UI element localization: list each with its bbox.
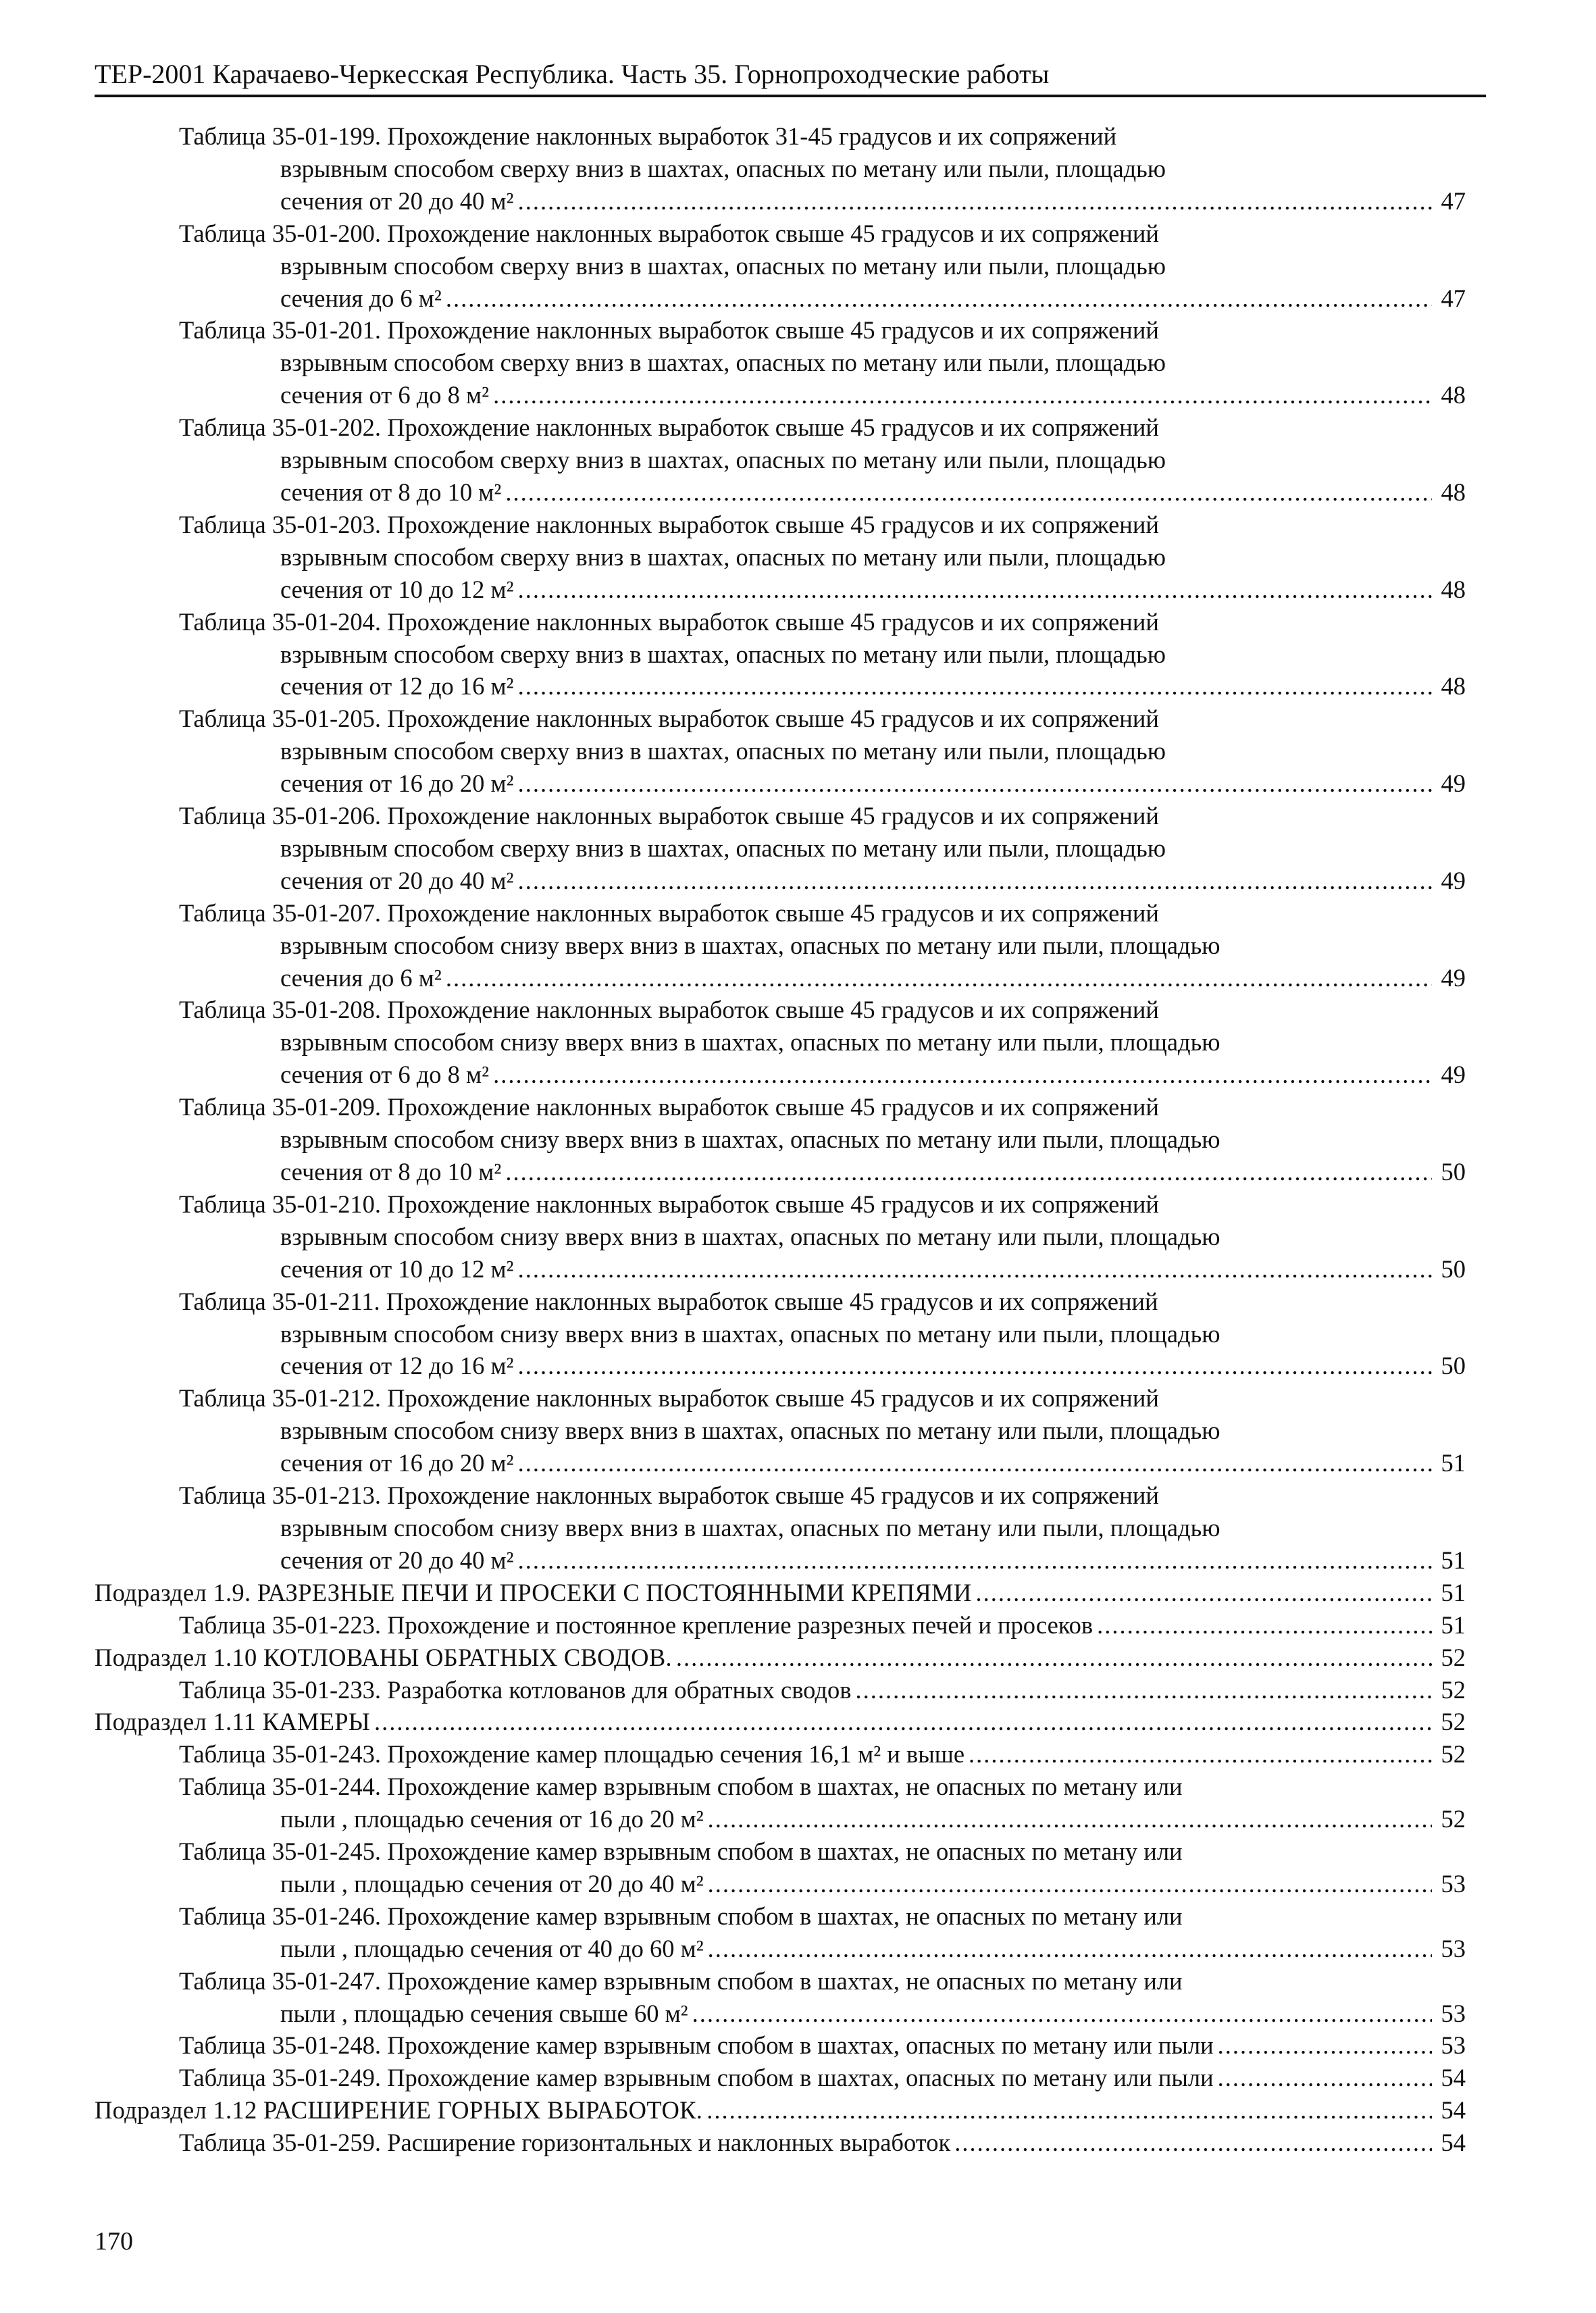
toc-entry-final-line bbox=[95, 1674, 1466, 1706]
toc-page-number: 50 bbox=[1441, 1158, 1466, 1186]
toc-table-entry bbox=[95, 1835, 1466, 1900]
toc-page-number: 52 bbox=[1441, 1643, 1466, 1671]
toc-entry-final-line bbox=[95, 476, 1466, 509]
toc-entry-final-line bbox=[95, 1868, 1466, 1900]
toc-entry-line: Таблица 35-01-199. Прохождение наклонных выработок 31-45 градусов и их сопряжений bbox=[179, 122, 1117, 150]
toc-entry-text: сечения от 12 до 16 м² bbox=[280, 1352, 514, 1380]
toc-entry-line: взрывным способом сверху вниз в шахтах, опасных по метану или пыли, площадью bbox=[280, 446, 1166, 474]
toc-entry-text: сечения от 10 до 12 м² bbox=[280, 575, 514, 603]
toc-entry-text: Таблица 35-01-259. Расширение горизонтальных и наклонных выработок bbox=[179, 2129, 951, 2157]
toc-entry-line: взрывным способом снизу вверх вниз в шахтах, опасных по метану или пыли, площадью bbox=[280, 1513, 1220, 1542]
toc-entry-line: взрывным способом сверху вниз в шахтах, опасных по метану или пыли, площадью bbox=[280, 154, 1166, 182]
toc-page-number: 48 bbox=[1441, 478, 1466, 506]
toc-entry-final-line bbox=[95, 574, 1466, 606]
toc-page-number: 51 bbox=[1441, 1449, 1466, 1477]
toc-entry-final-line bbox=[95, 1577, 1466, 1609]
toc-table-entry bbox=[95, 1771, 1466, 1835]
toc-subsection-entry bbox=[95, 2094, 1466, 2127]
toc-page-number: 48 bbox=[1441, 381, 1466, 409]
toc-table-entry bbox=[95, 120, 1466, 218]
dot-leader bbox=[1218, 2062, 1432, 2094]
toc-entry-text: пыли , площадью сечения от 40 до 60 м² bbox=[280, 1934, 704, 1962]
toc-table-entry bbox=[95, 703, 1466, 800]
toc-table-entry bbox=[95, 2062, 1466, 2094]
toc-entry-line: Таблица 35-01-212. Прохождение наклонных выработок свыше 45 градусов и их сопряжений bbox=[179, 1384, 1159, 1413]
toc-entry-text: сечения от 8 до 10 м² bbox=[280, 478, 502, 506]
toc-entry-line: Таблица 35-01-210. Прохождение наклонных выработок свыше 45 градусов и их сопряжений bbox=[179, 1190, 1159, 1218]
toc-page-number: 51 bbox=[1441, 1546, 1466, 1574]
dot-leader bbox=[518, 1447, 1432, 1479]
toc-entry-final-line bbox=[95, 865, 1466, 897]
toc-entry-final-line bbox=[95, 1998, 1466, 2030]
toc-entry-text: Таблица 35-01-233. Разработка котлованов для обратных сводов bbox=[179, 1675, 852, 1704]
dot-leader bbox=[505, 476, 1432, 509]
dot-leader bbox=[446, 962, 1432, 994]
toc-table-entry bbox=[95, 218, 1466, 315]
toc-table-entry bbox=[95, 1738, 1466, 1771]
toc-page-number: 53 bbox=[1441, 1869, 1466, 1898]
running-header: ТЕР-2001 Карачаево-Черкесская Республика. Часть 35. Горнопроходческие работы bbox=[95, 58, 1486, 97]
toc-entry-text: пыли , площадью сечения от 16 до 20 м² bbox=[280, 1805, 704, 1833]
toc-page-number: 49 bbox=[1441, 769, 1466, 798]
toc-page-number: 49 bbox=[1441, 963, 1466, 992]
toc-page-number: 50 bbox=[1441, 1352, 1466, 1380]
toc-page-number: 53 bbox=[1441, 1934, 1466, 1962]
toc-entry-line: взрывным способом снизу вверх вниз в шахтах, опасных по метану или пыли, площадью bbox=[280, 1028, 1220, 1057]
dot-leader bbox=[692, 1998, 1432, 2030]
toc-entry-line: взрывным способом сверху вниз в шахтах, опасных по метану или пыли, площадью bbox=[280, 349, 1166, 377]
toc-entry-text: сечения от 16 до 20 м² bbox=[280, 1449, 514, 1477]
toc-entry-line: Таблица 35-01-201. Прохождение наклонных выработок свыше 45 градусов и их сопряжений bbox=[179, 316, 1159, 345]
toc-entry-text: сечения от 6 до 8 м² bbox=[280, 381, 490, 409]
dot-leader bbox=[518, 670, 1432, 703]
toc-entry-line: Таблица 35-01-211. Прохождение наклонных выработок свыше 45 градусов и их сопряжений bbox=[179, 1287, 1158, 1315]
toc-entry-final-line bbox=[95, 1933, 1466, 1965]
dot-leader bbox=[969, 1738, 1432, 1771]
toc-page-number: 52 bbox=[1441, 1708, 1466, 1736]
toc-table-entry bbox=[95, 2029, 1466, 2062]
toc-entry-final-line bbox=[95, 379, 1466, 411]
toc-entry-line: Таблица 35-01-246. Прохождение камер взрывным спобом в шахтах, не опасных по метану или bbox=[179, 1902, 1183, 1930]
toc-table-entry bbox=[95, 1900, 1466, 1965]
toc-entry-text: сечения от 16 до 20 м² bbox=[280, 769, 514, 798]
toc-entry-text: Таблица 35-01-248. Прохождение камер взрывным спобом в шахтах, опасных по метану или пыли bbox=[179, 2031, 1214, 2060]
toc-subsection-entry bbox=[95, 1642, 1466, 1674]
toc-entry-line: Таблица 35-01-208. Прохождение наклонных выработок свыше 45 градусов и их сопряжений bbox=[179, 996, 1159, 1024]
toc-entry-final-line bbox=[95, 1447, 1466, 1479]
toc-table-entry bbox=[95, 1609, 1466, 1642]
toc-entry-final-line bbox=[95, 2062, 1466, 2094]
dot-leader bbox=[518, 767, 1432, 800]
table-of-contents bbox=[95, 120, 1466, 2159]
toc-entry-line: взрывным способом сверху вниз в шахтах, опасных по метану или пыли, площадью bbox=[280, 640, 1166, 668]
toc-entry-text: пыли , площадью сечения от 20 до 40 м² bbox=[280, 1869, 704, 1898]
toc-entry-line: Таблица 35-01-204. Прохождение наклонных выработок свыше 45 градусов и их сопряжений bbox=[179, 607, 1159, 636]
toc-table-entry bbox=[95, 606, 1466, 703]
toc-table-entry bbox=[95, 509, 1466, 606]
toc-table-entry bbox=[95, 1479, 1466, 1577]
toc-page-number: 52 bbox=[1441, 1740, 1466, 1769]
toc-entry-line: Таблица 35-01-247. Прохождение камер взрывным спобом в шахтах, не опасных по метану или bbox=[179, 1966, 1183, 1995]
toc-entry-line: Таблица 35-01-213. Прохождение наклонных выработок свыше 45 градусов и их сопряжений bbox=[179, 1481, 1159, 1510]
toc-page-number: 47 bbox=[1441, 284, 1466, 312]
toc-entry-final-line bbox=[95, 1059, 1466, 1091]
dot-leader bbox=[518, 865, 1432, 897]
toc-table-entry bbox=[95, 1674, 1466, 1706]
toc-page-number: 49 bbox=[1441, 866, 1466, 894]
toc-entry-final-line bbox=[95, 1609, 1466, 1642]
toc-table-entry bbox=[95, 1382, 1466, 1479]
toc-entry-final-line bbox=[95, 185, 1466, 218]
dot-leader bbox=[1218, 2029, 1432, 2062]
page-number: 170 bbox=[95, 2227, 133, 2256]
toc-entry-line: взрывным способом снизу вверх вниз в шахтах, опасных по метану или пыли, площадью bbox=[280, 1125, 1220, 1154]
toc-entry-line: взрывным способом сверху вниз в шахтах, опасных по метану или пыли, площадью bbox=[280, 834, 1166, 862]
dot-leader bbox=[518, 1253, 1432, 1286]
toc-table-entry bbox=[95, 1091, 1466, 1188]
dot-leader bbox=[708, 1868, 1432, 1900]
toc-page-number: 48 bbox=[1441, 575, 1466, 603]
toc-page-number: 53 bbox=[1441, 2031, 1466, 2060]
toc-entry-final-line bbox=[95, 1803, 1466, 1835]
dot-leader bbox=[493, 1059, 1432, 1091]
toc-page-number: 52 bbox=[1441, 1805, 1466, 1833]
toc-entry-text: сечения до 6 м² bbox=[280, 963, 442, 992]
toc-page-number: 47 bbox=[1441, 186, 1466, 215]
dot-leader bbox=[518, 1544, 1432, 1577]
dot-leader bbox=[975, 1577, 1432, 1609]
dot-leader bbox=[708, 1803, 1432, 1835]
toc-entry-line: взрывным способом сверху вниз в шахтах, опасных по метану или пыли, площадью bbox=[280, 251, 1166, 280]
toc-page-number: 48 bbox=[1441, 672, 1466, 701]
toc-entry-line: взрывным способом снизу вверх вниз в шахтах, опасных по метану или пыли, площадью bbox=[280, 931, 1220, 959]
toc-entry-final-line bbox=[95, 2029, 1466, 2062]
toc-entry-final-line bbox=[95, 1253, 1466, 1286]
toc-entry-final-line bbox=[95, 2127, 1466, 2159]
toc-entry-line: взрывным способом снизу вверх вниз в шахтах, опасных по метану или пыли, площадью bbox=[280, 1222, 1220, 1250]
toc-entry-line: Таблица 35-01-200. Прохождение наклонных выработок свыше 45 градусов и их сопряжений bbox=[179, 219, 1159, 247]
toc-entry-text: сечения от 10 до 12 м² bbox=[280, 1254, 514, 1283]
toc-page-number: 54 bbox=[1441, 2129, 1466, 2157]
toc-entry-line: Таблица 35-01-203. Прохождение наклонных выработок свыше 45 градусов и их сопряжений bbox=[179, 510, 1159, 538]
toc-entry-final-line bbox=[95, 2094, 1466, 2127]
toc-table-entry bbox=[95, 411, 1466, 509]
toc-entry-text: Таблица 35-01-249. Прохождение камер взрывным спобом в шахтах, опасных по метану или пыли bbox=[179, 2064, 1214, 2092]
dot-leader bbox=[493, 379, 1432, 411]
toc-subsection-entry bbox=[95, 1706, 1466, 1738]
toc-entry-line: взрывным способом снизу вверх вниз в шахтах, опасных по метану или пыли, площадью bbox=[280, 1319, 1220, 1348]
toc-entry-line: взрывным способом снизу вверх вниз в шахтах, опасных по метану или пыли, площадью bbox=[280, 1417, 1220, 1445]
toc-entry-text: Подраздел 1.12 РАСШИРЕНИЕ ГОРНЫХ ВЫРАБОТОК. bbox=[95, 2096, 703, 2125]
dot-leader bbox=[518, 574, 1432, 606]
toc-subsection-entry bbox=[95, 1577, 1466, 1609]
toc-table-entry bbox=[95, 314, 1466, 411]
toc-entry-line: Таблица 35-01-209. Прохождение наклонных выработок свыше 45 градусов и их сопряжений bbox=[179, 1093, 1159, 1121]
toc-entry-text: сечения от 8 до 10 м² bbox=[280, 1158, 502, 1186]
toc-table-entry bbox=[95, 1286, 1466, 1383]
toc-entry-text: Подраздел 1.11 КАМЕРЫ bbox=[95, 1708, 370, 1736]
toc-table-entry bbox=[95, 994, 1466, 1091]
dot-leader bbox=[518, 1350, 1432, 1382]
toc-entry-line: Таблица 35-01-205. Прохождение наклонных выработок свыше 45 градусов и их сопряжений bbox=[179, 705, 1159, 733]
toc-entry-line: Таблица 35-01-244. Прохождение камер взрывным спобом в шахтах, не опасных по метану или bbox=[179, 1773, 1183, 1801]
toc-page-number: 54 bbox=[1441, 2096, 1466, 2125]
toc-table-entry bbox=[95, 2127, 1466, 2159]
toc-entry-final-line bbox=[95, 1350, 1466, 1382]
toc-entry-final-line bbox=[95, 767, 1466, 800]
toc-entry-final-line bbox=[95, 1642, 1466, 1674]
toc-entry-text: сечения до 6 м² bbox=[280, 284, 442, 312]
toc-page-number: 54 bbox=[1441, 2064, 1466, 2092]
dot-leader bbox=[954, 2127, 1432, 2159]
toc-table-entry bbox=[95, 897, 1466, 994]
dot-leader bbox=[518, 185, 1432, 218]
toc-entry-text: сечения от 20 до 40 м² bbox=[280, 186, 514, 215]
dot-leader bbox=[708, 1933, 1432, 1965]
dot-leader bbox=[855, 1674, 1432, 1706]
toc-entry-final-line bbox=[95, 670, 1466, 703]
dot-leader bbox=[446, 282, 1432, 315]
toc-page-number: 51 bbox=[1441, 1578, 1466, 1606]
toc-entry-text: сечения от 20 до 40 м² bbox=[280, 1546, 514, 1574]
toc-table-entry bbox=[95, 800, 1466, 897]
toc-entry-text: сечения от 20 до 40 м² bbox=[280, 866, 514, 894]
dot-leader bbox=[1097, 1609, 1432, 1642]
toc-table-entry bbox=[95, 1188, 1466, 1286]
dot-leader bbox=[374, 1706, 1432, 1738]
toc-entry-line: Таблица 35-01-206. Прохождение наклонных выработок свыше 45 градусов и их сопряжений bbox=[179, 802, 1159, 830]
toc-entry-line: Таблица 35-01-202. Прохождение наклонных выработок свыше 45 градусов и их сопряжений bbox=[179, 413, 1159, 442]
toc-entry-final-line bbox=[95, 282, 1466, 315]
toc-entry-text: Таблица 35-01-223. Прохождение и постоянное крепление разрезных печей и просеков bbox=[179, 1610, 1093, 1639]
toc-page-number: 51 bbox=[1441, 1610, 1466, 1639]
toc-entry-line: взрывным способом сверху вниз в шахтах, опасных по метану или пыли, площадью bbox=[280, 737, 1166, 765]
dot-leader bbox=[706, 2094, 1432, 2127]
toc-page-number: 49 bbox=[1441, 1061, 1466, 1089]
dot-leader bbox=[505, 1156, 1432, 1188]
toc-entry-final-line bbox=[95, 1156, 1466, 1188]
toc-page-number: 50 bbox=[1441, 1254, 1466, 1283]
toc-table-entry bbox=[95, 1965, 1466, 2030]
toc-entry-text: Таблица 35-01-243. Прохождение камер площадью сечения 16,1 м² и выше bbox=[179, 1740, 965, 1769]
toc-entry-final-line bbox=[95, 1544, 1466, 1577]
toc-entry-line: Таблица 35-01-245. Прохождение камер взрывным спобом в шахтах, не опасных по метану или bbox=[179, 1837, 1183, 1866]
toc-entry-text: Подраздел 1.10 КОТЛОВАНЫ ОБРАТНЫХ СВОДОВ. bbox=[95, 1643, 672, 1671]
toc-entry-final-line bbox=[95, 1738, 1466, 1771]
toc-entry-final-line bbox=[95, 962, 1466, 994]
toc-entry-line: Таблица 35-01-207. Прохождение наклонных выработок свыше 45 градусов и их сопряжений bbox=[179, 898, 1159, 927]
toc-page-number: 52 bbox=[1441, 1675, 1466, 1704]
toc-entry-text: пыли , площадью сечения свыше 60 м² bbox=[280, 1999, 688, 2027]
toc-entry-text: сечения от 12 до 16 м² bbox=[280, 672, 514, 701]
toc-page-number: 53 bbox=[1441, 1999, 1466, 2027]
toc-entry-text: сечения от 6 до 8 м² bbox=[280, 1061, 490, 1089]
toc-entry-text: Подраздел 1.9. РАЗРЕЗНЫЕ ПЕЧИ И ПРОСЕКИ С ПОСТОЯННЫМИ КРЕПЯМИ bbox=[95, 1578, 972, 1606]
toc-entry-line: взрывным способом сверху вниз в шахтах, опасных по метану или пыли, площадью bbox=[280, 542, 1166, 571]
toc-entry-final-line bbox=[95, 1706, 1466, 1738]
dot-leader bbox=[676, 1642, 1432, 1674]
